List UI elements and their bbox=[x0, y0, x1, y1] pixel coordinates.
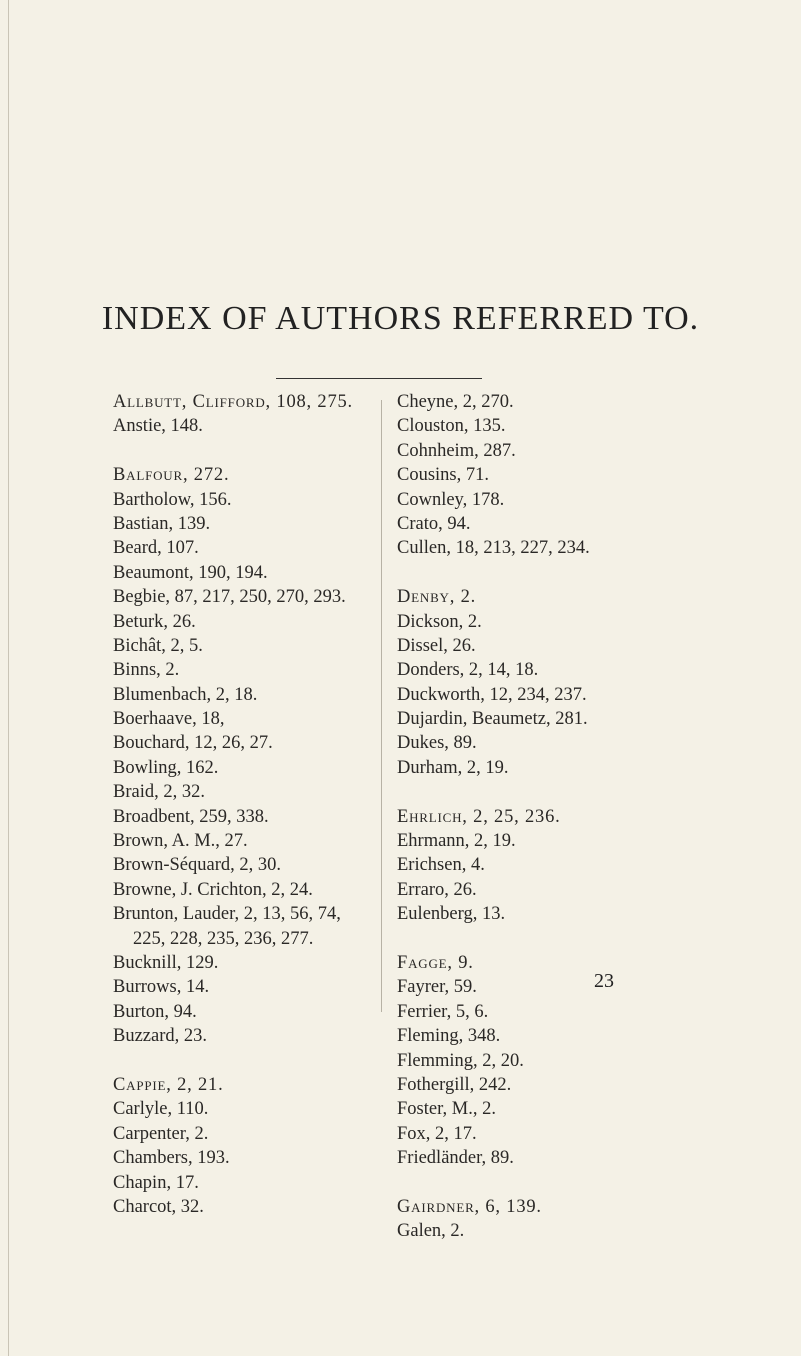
index-entry: Chambers, 193. bbox=[113, 1148, 230, 1169]
index-entry: Dissel, 26. bbox=[397, 635, 476, 656]
index-column-right bbox=[397, 390, 657, 1244]
index-entry: Fothergill, 242. bbox=[397, 1074, 512, 1095]
index-entry: Dukes, 89. bbox=[397, 733, 477, 754]
index-entry: Clouston, 135. bbox=[397, 416, 506, 437]
index-entry: Cohnheim, 287. bbox=[397, 440, 516, 461]
letter-section-gap bbox=[397, 561, 657, 585]
index-entry: Fox, 2, 17. bbox=[397, 1123, 477, 1144]
index-entry: Cappie, 2, 21. bbox=[113, 1074, 224, 1095]
column-divider bbox=[381, 400, 382, 1012]
index-entry: Charcot, 32. bbox=[113, 1196, 204, 1217]
index-entry: Beard, 107. bbox=[113, 538, 199, 559]
index-entry: Carpenter, 2. bbox=[113, 1123, 209, 1144]
index-entry: Bouchard, 12, 26, 27. bbox=[113, 733, 273, 754]
index-entry: Begbie, 87, 217, 250, 270, 293. bbox=[113, 587, 346, 608]
index-entry: Chapin, 17. bbox=[113, 1172, 199, 1193]
index-entry: Dujardin, Beaumetz, 281. bbox=[397, 709, 588, 730]
index-column-left bbox=[113, 390, 375, 1219]
index-entry: Allbutt, Clifford, 108, 275. bbox=[113, 392, 353, 412]
index-entry: Beaumont, 190, 194. bbox=[113, 562, 268, 583]
page-number: 23 bbox=[594, 970, 614, 992]
index-entry: Denby, 2. bbox=[397, 587, 477, 608]
index-entry: Bartholow, 156. bbox=[113, 489, 232, 510]
index-entry: Browne, J. Crichton, 2, 24. bbox=[113, 879, 313, 900]
index-entry: Erichsen, 4. bbox=[397, 855, 485, 876]
index-entry-continuation: 225, 228, 235, 236, 277. bbox=[133, 928, 314, 949]
index-entry: Gairdner, 6, 139. bbox=[397, 1196, 542, 1217]
index-entry: Dickson, 2. bbox=[397, 611, 482, 632]
index-entry: Donders, 2, 14, 18. bbox=[397, 660, 539, 681]
letter-section-gap bbox=[397, 780, 657, 804]
index-entry: Broadbent, 259, 338. bbox=[113, 806, 269, 827]
index-entry: Brown-Séquard, 2, 30. bbox=[113, 855, 282, 876]
letter-section-gap bbox=[397, 1171, 657, 1195]
index-entry: Brown, A. M., 27. bbox=[113, 831, 248, 852]
title-rule bbox=[276, 378, 482, 379]
index-entry: Galen, 2. bbox=[397, 1221, 465, 1242]
index-entry: Burrows, 14. bbox=[113, 977, 210, 998]
index-entry: Crato, 94. bbox=[397, 513, 471, 534]
index-entry: Fleming, 348. bbox=[397, 1026, 501, 1047]
index-entry: Buzzard, 23. bbox=[113, 1026, 208, 1047]
index-entry: Braid, 2, 32. bbox=[113, 782, 205, 803]
letter-section-gap bbox=[113, 1049, 375, 1073]
index-entry: Flemming, 2, 20. bbox=[397, 1050, 524, 1071]
index-entry: Duckworth, 12, 234, 237. bbox=[397, 684, 587, 705]
index-entry: Bichât, 2, 5. bbox=[113, 635, 203, 656]
index-entry: Anstie, 148. bbox=[113, 416, 203, 437]
index-entry: Brunton, Lauder, 2, 13, 56, 74, bbox=[113, 904, 341, 925]
index-entry: Eulenberg, 13. bbox=[397, 904, 506, 925]
letter-section-gap bbox=[113, 439, 375, 463]
index-entry: Beturk, 26. bbox=[113, 611, 196, 632]
index-entry: Binns, 2. bbox=[113, 660, 180, 681]
index-entry: Carlyle, 110. bbox=[113, 1099, 209, 1120]
index-entry: Erraro, 26. bbox=[397, 879, 477, 900]
index-entry: Cownley, 178. bbox=[397, 489, 505, 510]
index-entry: Ehrmann, 2, 19. bbox=[397, 831, 516, 852]
index-entry: Cheyne, 2, 270. bbox=[397, 392, 514, 412]
index-entry: Ehrlich, 2, 25, 236. bbox=[397, 806, 561, 827]
index-entry: Blumenbach, 2, 18. bbox=[113, 684, 258, 705]
page-edge bbox=[8, 0, 9, 1356]
letter-section-gap bbox=[397, 927, 657, 951]
index-entry: Bowling, 162. bbox=[113, 757, 219, 778]
page-title: INDEX OF AUTHORS REFERRED TO. bbox=[101, 300, 700, 337]
index-entry: Fayrer, 59. bbox=[397, 977, 477, 998]
index-entry: Boerhaave, 18, bbox=[113, 709, 225, 730]
index-entry: Bastian, 139. bbox=[113, 513, 211, 534]
index-entry: Cousins, 71. bbox=[397, 465, 490, 486]
index-entry: Foster, M., 2. bbox=[397, 1099, 496, 1120]
index-entry: Friedländer, 89. bbox=[397, 1148, 514, 1169]
index-entry: Ferrier, 5, 6. bbox=[397, 1001, 489, 1022]
index-entry: Fagge, 9. bbox=[397, 952, 474, 973]
index-entry: Burton, 94. bbox=[113, 1001, 197, 1022]
index-entry: Bucknill, 129. bbox=[113, 952, 219, 973]
index-entry: Durham, 2, 19. bbox=[397, 757, 509, 778]
index-entry: Balfour, 272. bbox=[113, 465, 230, 486]
index-entry: Cullen, 18, 213, 227, 234. bbox=[397, 538, 590, 559]
